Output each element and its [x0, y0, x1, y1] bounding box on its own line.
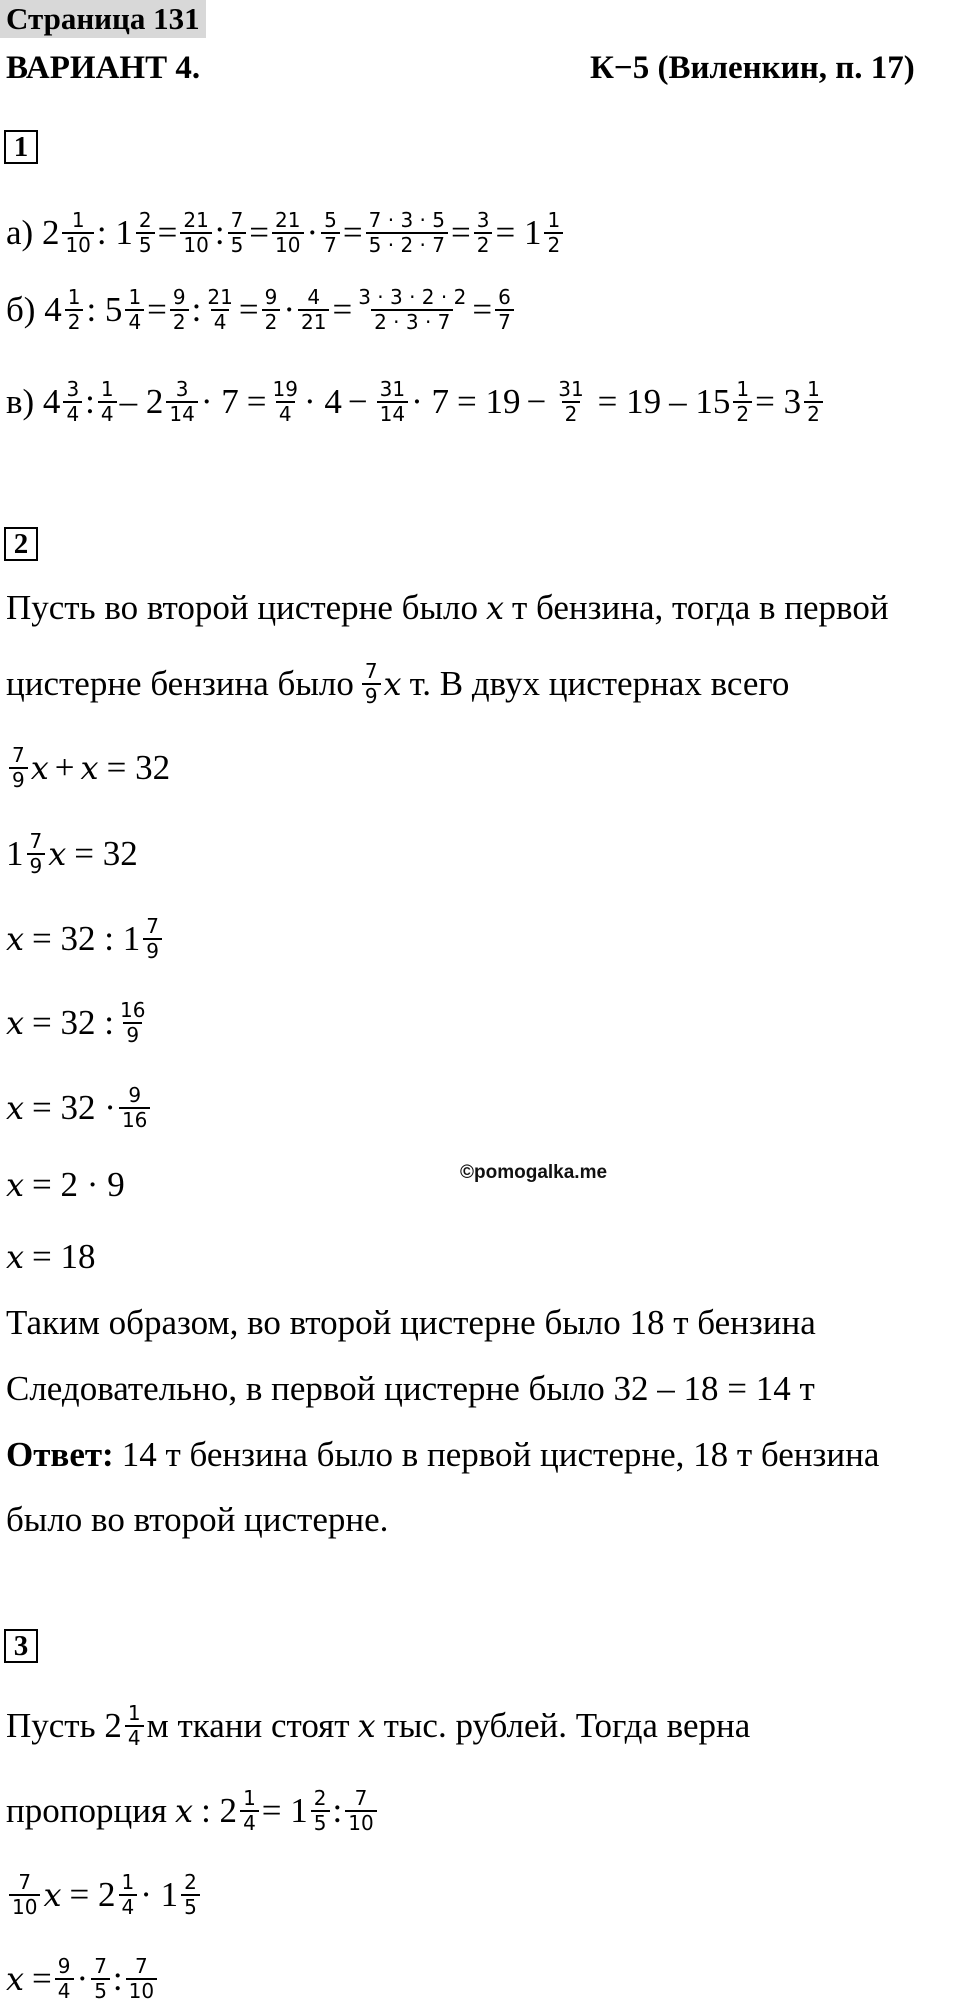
task2-eq6: x = 2 · 9 — [6, 1165, 125, 1204]
task2-conclusion2: Следовательно, в первой цистерне было 32 – 18 = 14 т — [6, 1369, 815, 1408]
task-number-3: 3 — [4, 1629, 38, 1663]
task3-line1: Пусть 2 1 4 м ткани стоят x тыс. рублей. Тогда верна — [6, 1701, 751, 1750]
task2-eq5: x = 32 · 9 16 — [6, 1083, 153, 1133]
task2-answer: Ответ: 14 т бензина было в первой цистерне, 18 т бензина — [6, 1435, 880, 1474]
task2-line1: Пусть во второй цистерне было x т бензина, тогда в первой — [6, 588, 889, 627]
page-label: Страница 131 — [0, 0, 206, 38]
watermark: ©pomogalka.me — [460, 1162, 608, 1183]
task-number-2: 2 — [4, 527, 38, 561]
task2-eq4: x = 32 : 16 9 — [6, 998, 146, 1047]
reference-title: К−5 (Виленкин, п. 17) — [590, 50, 915, 86]
task3-eq2: x = $\frac{9}{4}$ · 7 5 : 7 10 — [6, 1954, 160, 2004]
task3-line2: пропорция x : 2 $\frac{1}{4}$ = 1 2 5 : 7 10 — [6, 1786, 380, 1836]
task1-line-v: в) 4 3 4 : 1 4 – 2 3 14 · 7 = $\frac{19}{4}$ · 4 − $\frac{31}{14}$ · 7 = 19 − $\frac{31}{2}$ = 19 – 15 $\frac{1}{2}$ = 3 1 2 — [6, 377, 826, 427]
task2-eq7: x = 18 — [6, 1237, 96, 1276]
task2-line2: цистерне бензина было 7 9 x т. В двух цистернах всего — [6, 659, 790, 708]
variant-title: ВАРИАНТ 4. — [6, 50, 201, 86]
task-number-1: 1 — [4, 130, 38, 164]
task2-eq1: 7 9 x + x = 32 — [6, 743, 170, 793]
task1-line-a: а) 2 1 10 : 1 $\frac{2}{5}$ = $\frac{21}{10}$ : $\frac{7}{5}$ = $\frac{21}{10}$ · $\frac{5}{7}$ = $\frac{7 \cdot 3 \cdot 5}{5 \cdot 2 \cdot 7}$ = $\frac{3}{2}$ = 1 1 2 — [6, 208, 566, 258]
task2-eq3: x = 32 : 1 7 9 — [6, 914, 165, 964]
task2-eq2: 1 7 9 x = 32 — [6, 829, 138, 878]
task3-eq1: 7 10 x = 2 1 4 · 1 2 5 — [6, 1870, 203, 1920]
task2-answer-cont: было во второй цистерне. — [6, 1500, 389, 1539]
task1-line-b: б) 4 1 2 : 5 $\frac{1}{4}$ = $\frac{9}{2}$ : $\frac{21}{4}$ = $\frac{9}{2}$ · $\frac{4}{21}$ = $\frac{3 \cdot 3 \cdot 2 \cdot 2}{2 \cdot 3 \cdot 7}$ = $\frac{6}{7}$ — [6, 285, 517, 335]
task2-conclusion1: Таким образом, во второй цистерне было 18 т бензина — [6, 1303, 816, 1342]
